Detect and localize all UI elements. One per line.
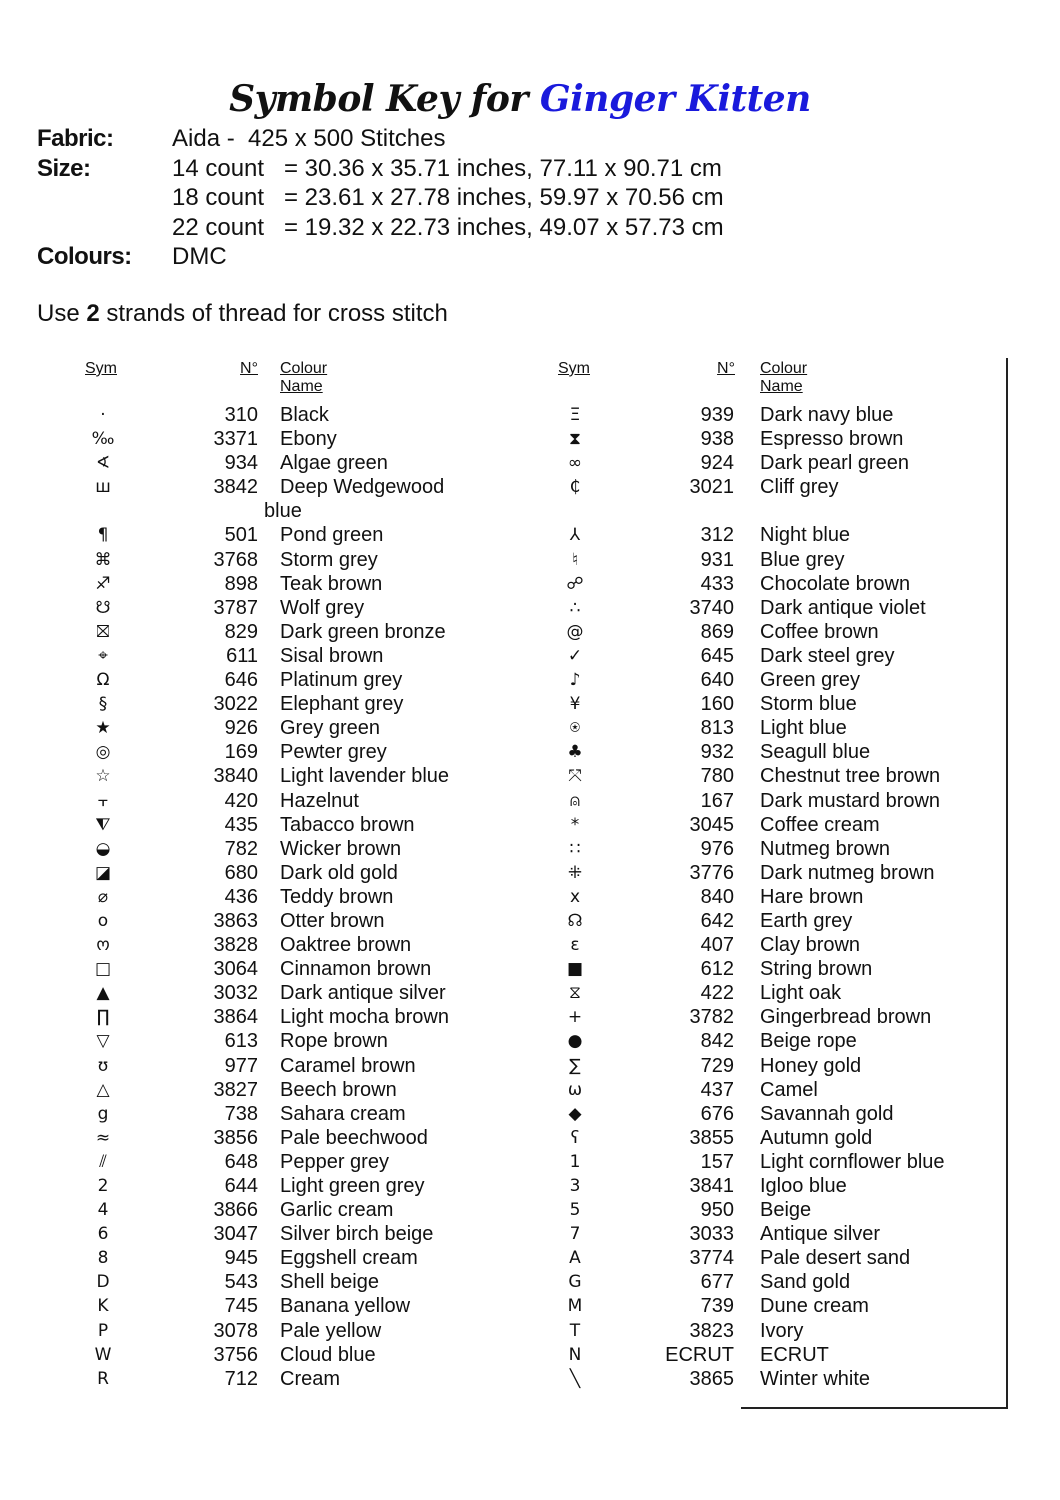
symbol-glyph-icon: · [100,405,106,425]
symbol-glyph-icon: ¶ [97,525,109,546]
symbol-glyph-icon: 7 [569,1224,581,1245]
header-colour-name: Colour Name [280,360,328,395]
dmc-number: 677 [700,1271,734,1294]
colour-name: Ivory [760,1319,804,1342]
size-dims: = 23.61 x 27.78 inches, 59.97 x 70.56 cm [284,184,724,211]
symbol-glyph-icon: ☍ [566,573,584,594]
symbol-glyph-icon: T [569,1320,581,1341]
symbol-glyph-icon: ш [95,477,111,498]
dmc-number: 611 [226,644,258,667]
colour-name: Grey green [280,717,381,740]
colour-name: Hazelnut [280,789,359,812]
symbol-glyph-icon: ⍝ [569,790,581,811]
dmc-number: 3855 [689,1126,734,1149]
colour-name: Coffee brown [760,620,879,643]
symbol-glyph-icon: ╲ [569,1368,581,1389]
dmc-number: 898 [224,572,258,595]
colour-name: Banana yellow [280,1295,411,1318]
colour-name: Autumn gold [760,1126,873,1149]
symbol-glyph-icon: Ξ [569,405,581,425]
colour-name: Igloo blue [760,1175,847,1197]
dmc-number: 840 [700,885,734,908]
symbol-glyph-icon: ⧨ [95,814,111,835]
header-number: N° [240,360,258,377]
colour-name: Deep Wedgewood [280,476,445,499]
symbol-glyph-icon: ∞ [567,453,583,474]
colour-name: Pale yellow [280,1319,382,1342]
symbol-glyph-icon: ◆ [568,1103,582,1124]
symbol-glyph-icon: △ [96,1079,110,1100]
colour-name: Nutmeg brown [760,837,891,860]
symbol-glyph-icon: □ [94,959,112,980]
dmc-number: 3776 [689,861,734,884]
colour-name: Teak brown [280,572,383,595]
header-sym: Sym [85,360,117,377]
dmc-number: 3827 [213,1078,258,1101]
colour-name: Storm blue [760,693,857,716]
colours-value: DMC [172,243,227,270]
symbol-glyph-icon: ₵ [569,477,581,498]
colour-name: Seagull blue [760,741,871,764]
colour-name: Espresso brown [760,428,904,451]
symbol-glyph-icon: ⌀ [97,886,109,907]
symbol-glyph-icon: 2 [97,1176,109,1196]
colour-name: Cloud blue [280,1343,376,1366]
colour-name: Green grey [760,669,861,692]
symbol-glyph-icon: ɛ [570,935,580,956]
dmc-number: 642 [700,909,734,932]
dmc-number: 612 [700,958,734,981]
colour-name: Pale beechwood [280,1126,428,1149]
symbol-glyph-icon: ■ [566,959,584,980]
colour-name: Dark navy blue [760,404,894,426]
dmc-number: 745 [224,1295,258,1318]
symbol-glyph-icon: 8 [97,1248,109,1269]
colours-label: Colours: [37,243,132,270]
colour-name: Dark mustard brown [760,789,941,812]
symbol-glyph-icon: ʕ [570,1127,580,1148]
symbol-glyph-icon: 3 [569,1176,581,1196]
colour-name: Sahara cream [280,1102,406,1125]
dmc-number: 869 [700,620,734,643]
symbol-glyph-icon: @ [566,621,584,642]
dmc-number: 938 [700,428,734,451]
dmc-number: 3774 [689,1247,734,1270]
strands-post: strands of thread for cross stitch [99,300,448,327]
symbol-glyph-icon: ♮ [571,549,579,570]
dmc-number: 3756 [213,1343,258,1366]
dmc-number: 3856 [213,1126,258,1149]
colour-name-continued: blue [264,500,302,523]
dmc-number: 739 [700,1295,734,1318]
colour-name: Camel [760,1078,818,1101]
dmc-number: 738 [224,1102,258,1125]
dmc-number: 310 [224,404,258,426]
symbol-glyph-icon: ⫟ [97,790,109,811]
symbol-glyph-icon: ♣ [567,742,583,763]
colour-name: Dark antique silver [280,982,446,1005]
colour-name: Light mocha brown [280,1006,449,1029]
colour-name: Shell beige [280,1271,379,1294]
dmc-number: 934 [224,452,258,475]
dmc-number: 945 [224,1247,258,1270]
dmc-number: 676 [700,1102,734,1125]
symbol-glyph-icon: ⌖ [98,645,108,666]
colour-name: Dark steel grey [760,644,895,667]
symbol-glyph-icon: K [97,1296,109,1317]
dmc-number: 613 [224,1030,258,1053]
symbol-glyph-icon: 6 [97,1224,109,1245]
colour-name: Dune cream [760,1295,869,1318]
symbol-glyph-icon: ∴ [569,597,581,618]
dmc-number: 422 [700,982,734,1005]
colour-name: String brown [760,958,873,981]
dmc-number: ECRUT [665,1343,734,1366]
strands-count: 2 [86,300,100,327]
dmc-number: 3371 [213,428,258,451]
dmc-number: 3842 [213,476,258,499]
dmc-number: 3823 [689,1319,734,1342]
symbol-glyph-icon: R [97,1368,109,1389]
colour-name: Clay brown [760,934,861,957]
symbol-glyph-icon: ★ [95,718,111,739]
border-bottom [741,1407,1008,1409]
symbol-glyph-icon: ☊ [567,910,583,931]
colour-name: Teddy brown [280,885,394,908]
header-number: N° [717,360,735,377]
colour-name: Black [280,404,329,426]
colour-name: Caramel brown [280,1054,416,1077]
symbol-glyph-icon: ● [567,1031,583,1052]
dmc-number: 644 [224,1175,258,1197]
symbol-glyph-icon: ≈ [95,1127,111,1148]
dmc-number: 169 [224,741,258,764]
dmc-number: 420 [224,789,258,812]
pattern-name: Ginger Kitten [539,78,811,120]
colour-name: Blue grey [760,548,845,571]
symbol-glyph-icon: ⤧ [568,766,582,787]
colour-name: Light green grey [280,1175,425,1197]
dmc-number: 3864 [213,1006,258,1029]
symbol-glyph-icon: ♪ [569,670,581,691]
symbol-glyph-icon: N [568,1344,582,1365]
colour-name: Beige [760,1199,812,1222]
dmc-number: 3064 [213,958,258,981]
dmc-number: 939 [700,404,734,426]
symbol-glyph-icon: ∷ [569,838,581,859]
dmc-number: 435 [224,813,258,836]
size-label: Size: [37,154,91,182]
size-dims: = 19.32 x 22.73 inches, 49.07 x 57.73 cm [284,213,724,241]
dmc-number: 3045 [689,813,734,836]
symbol-glyph-icon: 5 [569,1200,581,1221]
dmc-number: 780 [700,765,734,788]
symbol-glyph-icon: ☆ [95,766,111,787]
colour-name: Chestnut tree brown [760,765,941,788]
colour-name: Beech brown [280,1078,397,1101]
colour-name: Wicker brown [280,837,402,860]
symbol-glyph-icon: 4 [97,1200,109,1221]
fabric-value: Aida - 425 x 500 Stitches [172,125,446,152]
symbol-glyph-icon: D [96,1272,110,1293]
dmc-number: 829 [224,620,258,643]
colour-name: Honey gold [760,1054,862,1077]
symbol-glyph-icon: ☋ [95,597,111,618]
dmc-number: 501 [224,524,258,547]
dmc-number: 976 [700,837,734,860]
symbol-glyph-icon: ⫽ [99,1151,107,1172]
dmc-number: 167 [700,789,734,812]
colour-name: Coffee cream [760,813,880,836]
colour-name: Savannah gold [760,1102,894,1125]
colour-name: Dark nutmeg brown [760,861,935,884]
colour-name: Garlic cream [280,1199,394,1222]
symbol-glyph-icon: A [569,1248,581,1269]
dmc-number: 3865 [689,1367,734,1390]
symbol-glyph-icon: ▲ [96,983,110,1004]
dmc-number: 3782 [689,1006,734,1029]
size-count: 18 count [172,184,265,211]
colour-name: Winter white [760,1367,871,1390]
colour-name: Light cornflower blue [760,1150,945,1173]
dmc-number: 932 [700,741,734,764]
colour-name: Ebony [280,428,337,451]
colour-name: Rope brown [280,1030,388,1053]
dmc-number: 729 [700,1054,734,1077]
dmc-number: 436 [224,885,258,908]
dmc-number: 3033 [689,1223,734,1246]
colour-name: Sand gold [760,1271,851,1294]
symbol-glyph-icon: g [97,1103,109,1124]
colour-name: Dark green bronze [280,620,446,643]
dmc-number: 3787 [213,596,258,619]
symbol-glyph-icon: 1 [569,1151,581,1172]
dmc-number: 3840 [213,765,258,788]
header-sym: Sym [558,360,590,377]
symbol-glyph-icon: P [97,1320,109,1341]
colour-name: Pepper grey [280,1150,389,1173]
colour-name: Night blue [760,524,851,547]
dmc-number: 645 [700,644,734,667]
colour-name: Elephant grey [280,693,404,716]
symbol-glyph-icon: ¥ [569,694,581,715]
dmc-number: 3078 [213,1319,258,1342]
colour-name: Silver birch beige [280,1223,434,1246]
symbol-glyph-icon: G [568,1272,582,1293]
dmc-number: 543 [224,1271,258,1294]
symbol-glyph-icon: ◒ [95,838,111,859]
header-colour-name: Colour Name [760,360,808,395]
dmc-number: 437 [700,1078,734,1101]
colour-name: Light oak [760,982,842,1005]
symbol-glyph-icon: ʊ [97,1055,109,1076]
colour-name: Storm grey [280,548,378,571]
colour-name: ECRUT [760,1343,829,1366]
symbol-glyph-icon: ო [96,935,110,956]
symbol-glyph-icon: W [94,1344,112,1365]
colour-name: Cream [280,1367,341,1390]
dmc-number: 680 [224,861,258,884]
symbol-glyph-icon: ⛝ [96,621,110,642]
colour-name: Light lavender blue [280,765,450,788]
dmc-number: 157 [700,1150,734,1173]
strands-pre: Use [37,300,87,327]
dmc-number: 3841 [689,1175,734,1197]
symbol-glyph-icon: ∢ [95,453,111,474]
dmc-number: 3047 [213,1223,258,1246]
page-title [0,78,1040,120]
symbol-glyph-icon: § [98,694,108,715]
colour-name: Eggshell cream [280,1247,418,1270]
size-count: 14 count [172,154,265,182]
symbol-glyph-icon: M [567,1296,583,1317]
symbol-glyph-icon: ∑ [569,1055,581,1076]
colour-name: Pewter grey [280,741,387,764]
dmc-number: 842 [700,1030,734,1053]
size-dims: = 30.36 x 35.71 inches, 77.11 x 90.71 cm [284,154,722,182]
colour-name: Cliff grey [760,476,839,499]
title-prefix: Symbol Key for [229,78,528,120]
dmc-number: 813 [700,717,734,740]
colour-name: Hare brown [760,885,864,908]
border-right [1006,358,1008,1409]
colour-name: Platinum grey [280,669,403,692]
dmc-number: 3021 [689,476,734,499]
dmc-number: 648 [224,1150,258,1173]
dmc-number: 3866 [213,1199,258,1222]
size-count: 22 count [172,213,265,241]
colour-name: Pond green [280,524,384,547]
dmc-number: 640 [700,669,734,692]
colour-name: Otter brown [280,909,385,932]
colour-name: Earth grey [760,909,853,932]
symbol-glyph-icon: ◎ [95,742,111,763]
symbol-glyph-icon: ▽ [96,1031,110,1052]
dmc-number: 977 [224,1054,258,1077]
symbol-glyph-icon: ∏ [96,1007,110,1028]
colour-name: Gingerbread brown [760,1006,932,1029]
symbol-glyph-icon: ⁜ [567,862,583,883]
colour-name: Antique silver [760,1223,881,1246]
symbol-glyph-icon: ◪ [94,862,112,883]
dmc-number: 646 [224,669,258,692]
dmc-number: 926 [224,717,258,740]
colour-name: Dark antique violet [760,596,926,619]
symbol-glyph-icon: ω [567,1079,583,1100]
colour-name: Pale desert sand [760,1247,911,1270]
symbol-glyph-icon: o [97,910,109,931]
dmc-number: 3863 [213,909,258,932]
symbol-glyph-icon: ⧖ [569,983,581,1004]
dmc-number: 3828 [213,934,258,957]
symbol-glyph-icon: ♐ [95,573,111,594]
dmc-number: 712 [224,1367,258,1390]
dmc-number: 3032 [213,982,258,1005]
strands-instruction [37,300,448,328]
symbol-glyph-icon: ⧗ [569,429,581,450]
dmc-number: 782 [224,837,258,860]
colour-name: Chocolate brown [760,572,911,595]
symbol-glyph-icon: * [570,814,580,835]
colour-name: Wolf grey [280,596,365,619]
dmc-number: 931 [700,548,734,571]
dmc-number: 950 [700,1199,734,1222]
dmc-number: 160 [700,693,734,716]
colour-name: Beige rope [760,1030,857,1053]
colour-name: Light blue [760,717,847,740]
colour-name: Oaktree brown [280,934,412,957]
symbol-glyph-icon: ✓ [567,645,583,666]
dmc-number: 407 [700,934,734,957]
symbol-glyph-icon: ⌘ [94,549,112,570]
colour-name: Dark pearl green [760,452,909,475]
symbol-glyph-icon: ⍟ [569,718,581,739]
colour-name: Algae green [280,452,388,475]
dmc-number: 924 [700,452,734,475]
colour-name: Cinnamon brown [280,958,432,981]
colour-name: Tabacco brown [280,813,415,836]
symbol-glyph-icon: + [567,1007,583,1028]
dmc-number: 3768 [213,548,258,571]
symbol-glyph-icon: Ω [96,670,110,691]
dmc-number: 3022 [213,693,258,716]
dmc-number: 312 [700,524,734,547]
symbol-glyph-icon: ‰ [91,429,115,450]
dmc-number: 433 [700,572,734,595]
fabric-label: Fabric: [37,125,114,152]
symbol-glyph-icon: x [569,886,581,907]
dmc-number: 3740 [689,596,734,619]
symbol-glyph-icon: ⅄ [569,525,581,546]
colour-name: Sisal brown [280,644,384,667]
colour-name: Dark old gold [280,861,398,884]
